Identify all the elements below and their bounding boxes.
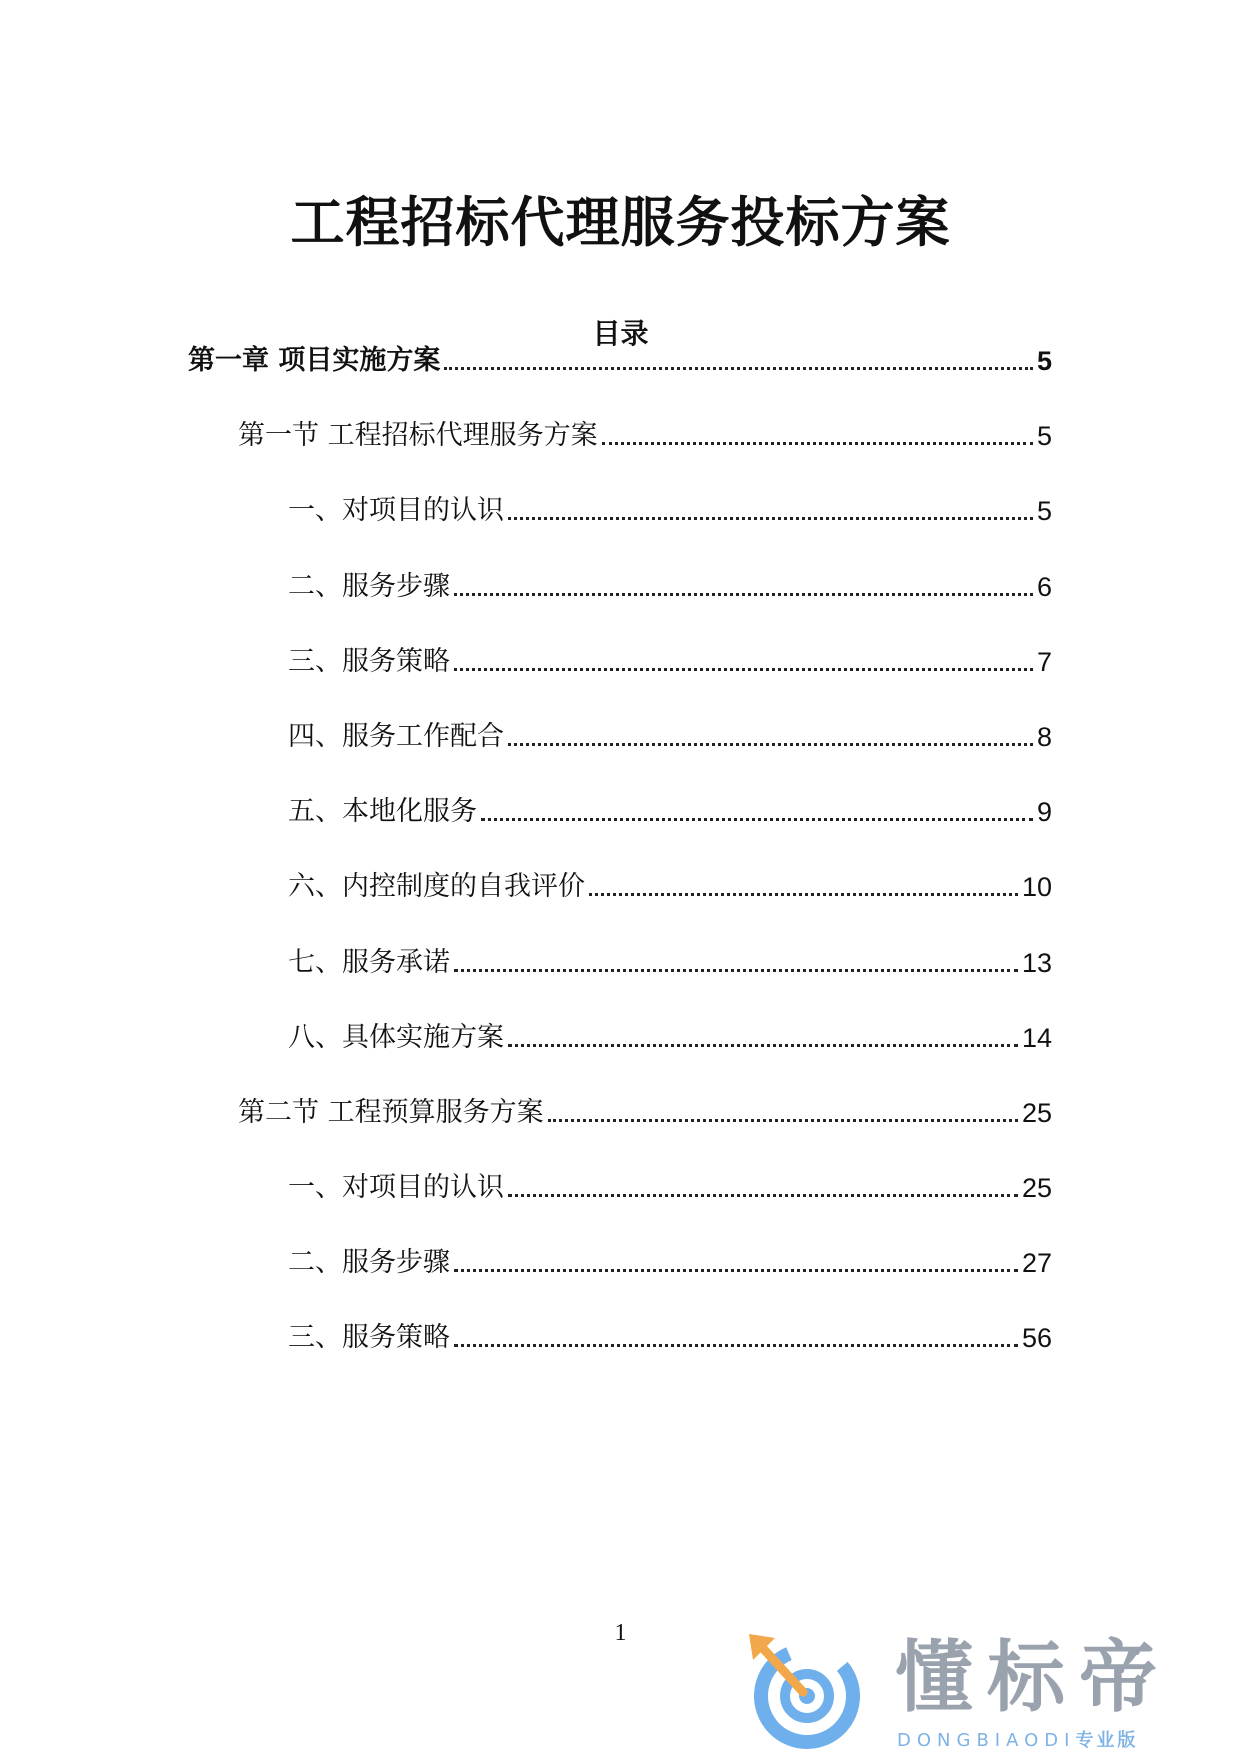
toc-entry[interactable] (288, 936, 1052, 980)
toc-entry-label: 五、本地化服务 (288, 796, 477, 827)
toc-entry-page: 25 (1021, 1173, 1052, 1203)
toc-entry-label: 第一章 项目实施方案 (188, 345, 441, 376)
toc-entry-label: 一、对项目的认识 (288, 495, 504, 526)
toc-entry-label: 八、具体实施方案 (288, 1022, 504, 1053)
toc-entry-page: 5 (1036, 346, 1052, 376)
toc-entry[interactable] (288, 1236, 1052, 1280)
toc-entry-page: 6 (1036, 572, 1052, 602)
toc-entry[interactable] (288, 1311, 1052, 1355)
toc-entry-page: 5 (1036, 496, 1052, 526)
toc-entry[interactable] (288, 560, 1052, 604)
toc-entry[interactable] (288, 860, 1052, 904)
toc-entry-page: 9 (1036, 797, 1052, 827)
page-number: 1 (614, 1620, 627, 1646)
toc-leader-dots (454, 593, 1033, 596)
toc-entry[interactable] (288, 484, 1052, 528)
toc-entry-label: 一、对项目的认识 (288, 1172, 504, 1203)
toc-entry[interactable] (288, 710, 1052, 754)
toc-entry[interactable] (288, 785, 1052, 829)
toc-entry-page: 13 (1021, 948, 1052, 978)
toc-entry-page: 14 (1021, 1023, 1052, 1053)
toc-entry-label: 六、内控制度的自我评价 (288, 871, 585, 902)
toc-entry[interactable] (288, 1161, 1052, 1205)
toc-entry-label: 二、服务步骤 (288, 571, 450, 602)
toc-entry-label: 七、服务承诺 (288, 947, 450, 978)
toc-entry-label: 第一节 工程招标代理服务方案 (238, 420, 598, 451)
toc-leader-dots (454, 668, 1033, 671)
toc-leader-dots (508, 743, 1033, 746)
toc-entry-label: 三、服务策略 (288, 1322, 450, 1353)
toc-entry-page: 27 (1021, 1248, 1052, 1278)
toc-entry-page: 8 (1036, 722, 1052, 752)
toc-leader-dots (454, 969, 1018, 972)
watermark-subtitle (897, 1726, 1138, 1752)
toc-entry-label: 第二节 工程预算服务方案 (238, 1097, 544, 1128)
watermark-edition: 专业版 (1075, 1730, 1139, 1751)
document-title: 工程招标代理服务投标方案 (290, 191, 951, 254)
toc-entry-page: 7 (1036, 647, 1052, 677)
toc-leader-dots (589, 893, 1018, 896)
toc-entry-label: 四、服务工作配合 (288, 721, 504, 752)
toc-leader-dots (481, 818, 1033, 821)
toc-entry[interactable] (188, 334, 1052, 378)
brand-watermark (745, 1630, 1225, 1754)
toc-leader-dots (444, 367, 1033, 370)
toc-leader-dots (508, 1194, 1018, 1197)
toc-entry[interactable] (288, 635, 1052, 679)
toc-leader-dots (454, 1269, 1018, 1272)
toc-leader-dots (548, 1119, 1018, 1122)
toc-entry[interactable] (238, 409, 1052, 453)
toc-leader-dots (602, 442, 1033, 445)
toc-entry[interactable] (288, 1011, 1052, 1055)
toc-leader-dots (508, 1044, 1018, 1047)
toc-entry[interactable] (238, 1086, 1052, 1130)
watermark-brand-name: 懂标帝 (895, 1633, 1172, 1723)
toc-entry-label: 二、服务步骤 (288, 1247, 450, 1278)
watermark-latin-name: DONGBIAODI (897, 1730, 1076, 1751)
target-arrow-icon (745, 1630, 865, 1754)
toc-entry-page: 10 (1021, 872, 1052, 902)
toc-leader-dots (454, 1344, 1018, 1347)
toc-entry-page: 5 (1036, 421, 1052, 451)
toc-leader-dots (508, 517, 1033, 520)
toc-entry-label: 三、服务策略 (288, 646, 450, 677)
toc-entry-page: 25 (1021, 1098, 1052, 1128)
toc-heading: 目录 (592, 317, 649, 350)
toc-entry-page: 56 (1021, 1323, 1052, 1353)
